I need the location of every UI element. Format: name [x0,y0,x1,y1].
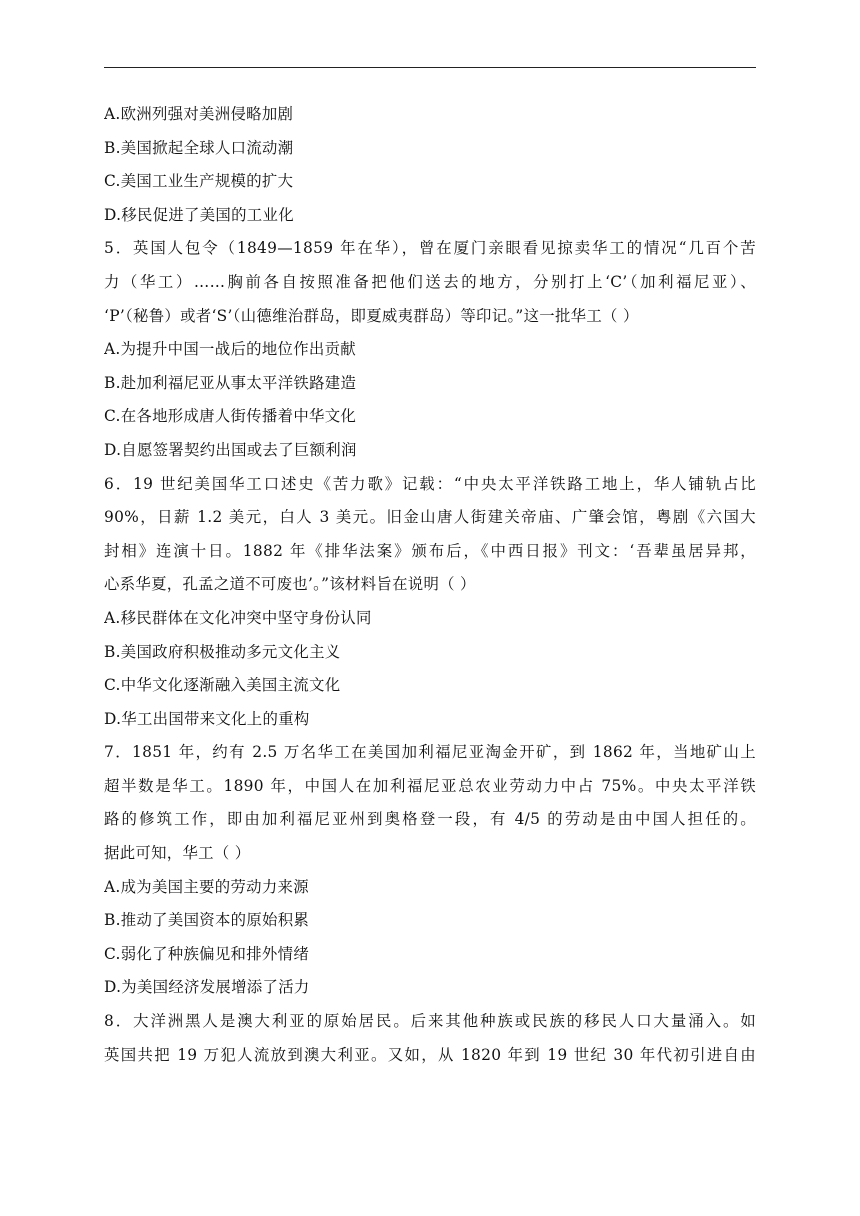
text-line: C.美国工业生产规模的扩大 [104,172,294,191]
question-line: 力（华工）……胸前各自按照准备把他们送去的地方，分别打上‘C’（加利福尼亚）、 [104,272,756,291]
question-line: ‘P’（秘鲁）或者‘S’（山德维治群岛，即夏威夷群岛）等印记。”这一批华工（ ） [104,306,639,325]
text-line: B.推动了美国资本的原始积累 [104,911,310,930]
document-body [104,98,756,1072]
text-line: B.美国掀起全球人口流动潮 [104,138,294,157]
text-line: B.美国政府积极推动多元文化主义 [104,642,341,661]
text-line: A.欧洲列强对美洲侵略加剧 [104,105,294,123]
text-line: D.为美国经济发展增添了活力 [104,978,310,997]
question-line: 据此可知，华工（ ） [104,844,251,863]
text-line: D.华工出国带来文化上的重构 [104,709,310,728]
question-line: 8．大洋洲黑人是澳大利亚的原始居民。后来其他种族或民族的移民人口大量涌入。如 [104,1012,756,1031]
question-line: 路的修筑工作，即由加利福尼亚州到奥格登一段，有 4/5 的劳动是由中国人担任的。 [104,810,756,829]
question-line: 5．英国人包令（1849—1859 年在华），曾在厦门亲眼看见掠卖华工的情况“几百个苦 [104,239,756,258]
question-line: 6．19 世纪美国华工口述史《苦力歌》记载：“中央太平洋铁路工地上，华人铺轨占比 [104,474,756,493]
text-line: B.赴加利福尼亚从事太平洋铁路建造 [104,373,357,392]
text-line: C.在各地形成唐人街传播着中华文化 [104,407,357,426]
question-line: 心系华夏，孔孟之道不可废也’。”该材料旨在说明（ ） [104,575,476,594]
question-line: 封相》连演十日。1882 年《排华法案》颁布后，《中西日报》刊文：‘吾辈虽居异邦， [104,541,756,560]
text-line: C.弱化了种族偏见和排外情绪 [104,944,310,963]
header-rule [104,67,756,68]
question-line: 英国共把 19 万犯人流放到澳大利亚。又如，从 1820 年到 19 世纪 30 年代初引进自由 [104,1045,756,1064]
question-line: 90%，日薪 1.2 美元，白人 3 美元。旧金山唐人街建关帝庙、广肇会馆，粤剧《六国大 [104,508,756,527]
text-line: D.移民促进了美国的工业化 [104,205,294,224]
text-line: C.中华文化逐渐融入美国主流文化 [104,676,341,695]
text-line: A.为提升中国一战后的地位作出贡献 [104,340,356,359]
question-line: 7．1851 年，约有 2.5 万名华工在美国加利福尼亚淘金开矿，到 1862 年，当地矿山上 [104,743,756,762]
question-line: 超半数是华工。1890 年，中国人在加利福尼亚总农业劳动力中占 75%。中央太平洋铁 [104,776,756,795]
text-line: A.移民群体在文化冲突中坚守身份认同 [104,608,372,627]
text-line: A.成为美国主要的劳动力来源 [104,877,309,896]
text-line: D.自愿签署契约出国或去了巨额利润 [104,440,357,459]
